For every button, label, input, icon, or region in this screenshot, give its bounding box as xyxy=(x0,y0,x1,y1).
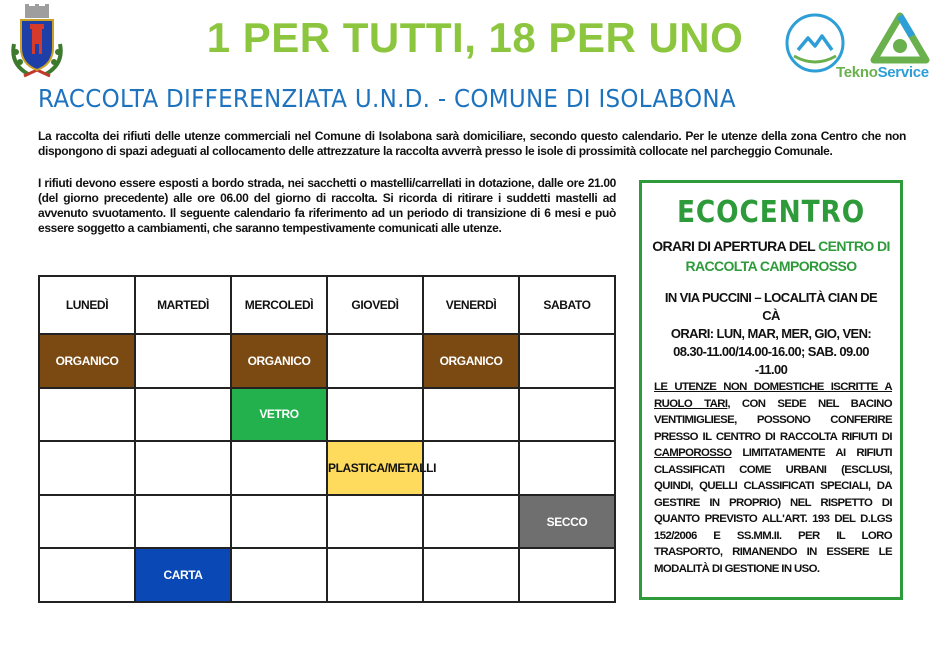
empty-cell xyxy=(231,441,327,495)
day-header-tuesday: MARTEDÌ xyxy=(135,276,231,334)
empty-cell xyxy=(135,441,231,495)
calendar-header-row xyxy=(39,276,615,334)
ecocentro-address: IN VIA PUCCINI – LOCALITÀ CIAN DE CÀ xyxy=(664,290,878,323)
empty-cell xyxy=(423,495,519,549)
teknoservice-logo-text xyxy=(836,64,929,81)
empty-cell xyxy=(519,548,615,602)
empty-cell xyxy=(327,334,423,388)
calendar-row xyxy=(39,441,615,495)
empty-cell xyxy=(231,495,327,549)
calendar-row xyxy=(39,548,615,602)
calendar-row xyxy=(39,495,615,549)
empty-cell xyxy=(39,441,135,495)
empty-cell xyxy=(519,441,615,495)
empty-cell xyxy=(519,334,615,388)
ecocentro-panel xyxy=(639,180,903,600)
ecocentro-hours-heading xyxy=(652,236,890,276)
empty-cell xyxy=(231,548,327,602)
empty-cell xyxy=(135,334,231,388)
ecocentro-title: ECOCENTRO xyxy=(676,195,866,230)
ecocentro-rules-text xyxy=(654,379,892,577)
empty-cell xyxy=(327,495,423,549)
service-text-part: Service xyxy=(877,64,929,81)
collection-calendar-table xyxy=(38,275,616,603)
day-header-thursday: GIOVEDÌ xyxy=(327,276,423,334)
ecocentro-place-name: CENTRO DI RACCOLTA CAMPOROSSO xyxy=(685,238,890,274)
intro-paragraph: La raccolta dei rifiuti delle utenze commerciali nel Comune di Isolabona sarà domiciliare, secondo questo calendario. Per le utenze della zona Centro che non dispongono di spazi adeguati al collocamento delle attrezzature la raccolta avverrà presso le isole di prossimità collocate nel parcheggio Comunale. xyxy=(38,129,906,158)
empty-cell xyxy=(423,441,519,495)
collection-cell-organico: ORGANICO xyxy=(423,334,519,388)
empty-cell xyxy=(423,388,519,442)
empty-cell xyxy=(423,548,519,602)
rules-place: CAMPOROSSO xyxy=(654,447,732,459)
empty-cell xyxy=(39,548,135,602)
calendar-row xyxy=(39,388,615,442)
empty-cell xyxy=(519,388,615,442)
instructions-paragraph: I rifiuti devono essere esposti a bordo strada, nei sacchetti o mastelli/carrellati in dotazione, dalle ore 21.00 (del giorno precedente) alle ore 06.00 del giorno di raccolta. Si ricorda di ritirare i suddetti mastelli ad avvenuto svuotamento. Il seguente calendario fa riferimento ad un periodo di transizione di 6 mesi e può essere soggetto a cambiamenti, che saranno tempestivamente comunicati alle utenze. xyxy=(38,176,616,235)
municipal-crest-icon xyxy=(8,4,66,82)
day-header-monday: LUNEDÌ xyxy=(39,276,135,334)
collection-cell-secco: SECCO xyxy=(519,495,615,549)
page-subtitle: RACCOLTA DIFFERENZIATA U.N.D. - COMUNE DI ISOLABONA xyxy=(38,84,736,113)
calendar-row xyxy=(39,334,615,388)
empty-cell xyxy=(135,495,231,549)
day-header-wednesday: MERCOLEDÌ xyxy=(231,276,327,334)
day-header-friday: VENERDÌ xyxy=(423,276,519,334)
collection-cell-organico: ORGANICO xyxy=(231,334,327,388)
empty-cell xyxy=(327,388,423,442)
empty-cell xyxy=(39,388,135,442)
empty-cell xyxy=(39,495,135,549)
collection-cell-carta: CARTA xyxy=(135,548,231,602)
empty-cell xyxy=(327,548,423,602)
rules-rest: LIMITATAMENTE AI RIFIUTI CLASSIFICATI COME URBANI (ESCLUSI, QUINDI, QUELLI CLASSIFICATI SPECIALI, DA GESTIRE IN PROPRIO) NEL RISPETTO DI QUANTO PREVISTO ALL'ART. 193 DEL D.LGS 152/2006 E SS.MM.II. PER IL LORO TRASPORTO, RIMANENDO IN ESSERE LE MODALITÀ DI GESTIONE IN USO. xyxy=(654,447,892,575)
page-headline: 1 PER TUTTI, 18 PER UNO xyxy=(206,14,744,61)
collection-cell-vetro: VETRO xyxy=(231,388,327,442)
tekno-text-part: Tekno xyxy=(836,64,878,81)
ecocentro-schedule: ORARI: LUN, MAR, MER, GIO, VEN: 08.30-11.00/14.00-16.00; SAB. 09.00 -11.00 xyxy=(670,326,872,377)
empty-cell xyxy=(135,388,231,442)
hours-lead: ORARI DI APERTURA DEL xyxy=(652,238,815,254)
collection-cell-plastica-metalli: PLASTICA/METALLI xyxy=(327,441,423,495)
day-header-saturday: SABATO xyxy=(519,276,615,334)
rules-underlined: LE UTENZE NON DOMESTICHE ISCRITTE A RUOLO TARI xyxy=(654,381,892,410)
collection-cell-organico: ORGANICO xyxy=(39,334,135,388)
ecocentro-address-block xyxy=(656,289,886,379)
rules-middle: , CON SEDE NEL BACINO VENTIMIGLIESE, POSSONO CONFERIRE PRESSO IL CENTRO DI RACCOLTA RIFIUTI DI xyxy=(654,397,892,443)
